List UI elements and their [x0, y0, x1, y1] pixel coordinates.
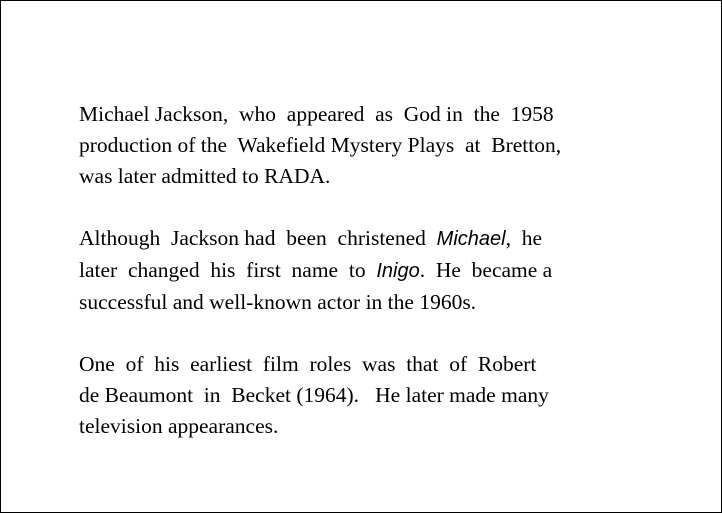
text-segment: , he: [505, 226, 542, 250]
text-line: [79, 255, 659, 287]
text-segment: Although Jackson had been christened: [79, 226, 437, 250]
text-line: television appearances.: [79, 414, 279, 438]
text-line: de Beaumont in Becket (1964). He later made many: [79, 383, 549, 407]
text-line: successful and well-known actor in the 1960s.: [79, 290, 477, 314]
document-text: [79, 99, 659, 442]
italic-name-michael: Michael: [436, 228, 506, 250]
paragraph-rada: [79, 99, 659, 192]
text-segment: later changed his first name to: [79, 258, 377, 282]
text-line: production of the Wakefield Mystery Plays at Bretton,: [79, 133, 562, 157]
text-line: was later admitted to RADA.: [79, 164, 331, 188]
paragraph-name-change: [79, 223, 659, 318]
paragraph-film-roles: [79, 349, 659, 442]
text-line: [79, 223, 659, 255]
text-line: One of his earliest film roles was that of Robert: [79, 352, 537, 376]
text-line: Michael Jackson, who appeared as God in the 1958: [79, 102, 554, 126]
italic-name-inigo: Inigo: [376, 260, 420, 282]
text-segment: . He became a: [419, 258, 553, 282]
